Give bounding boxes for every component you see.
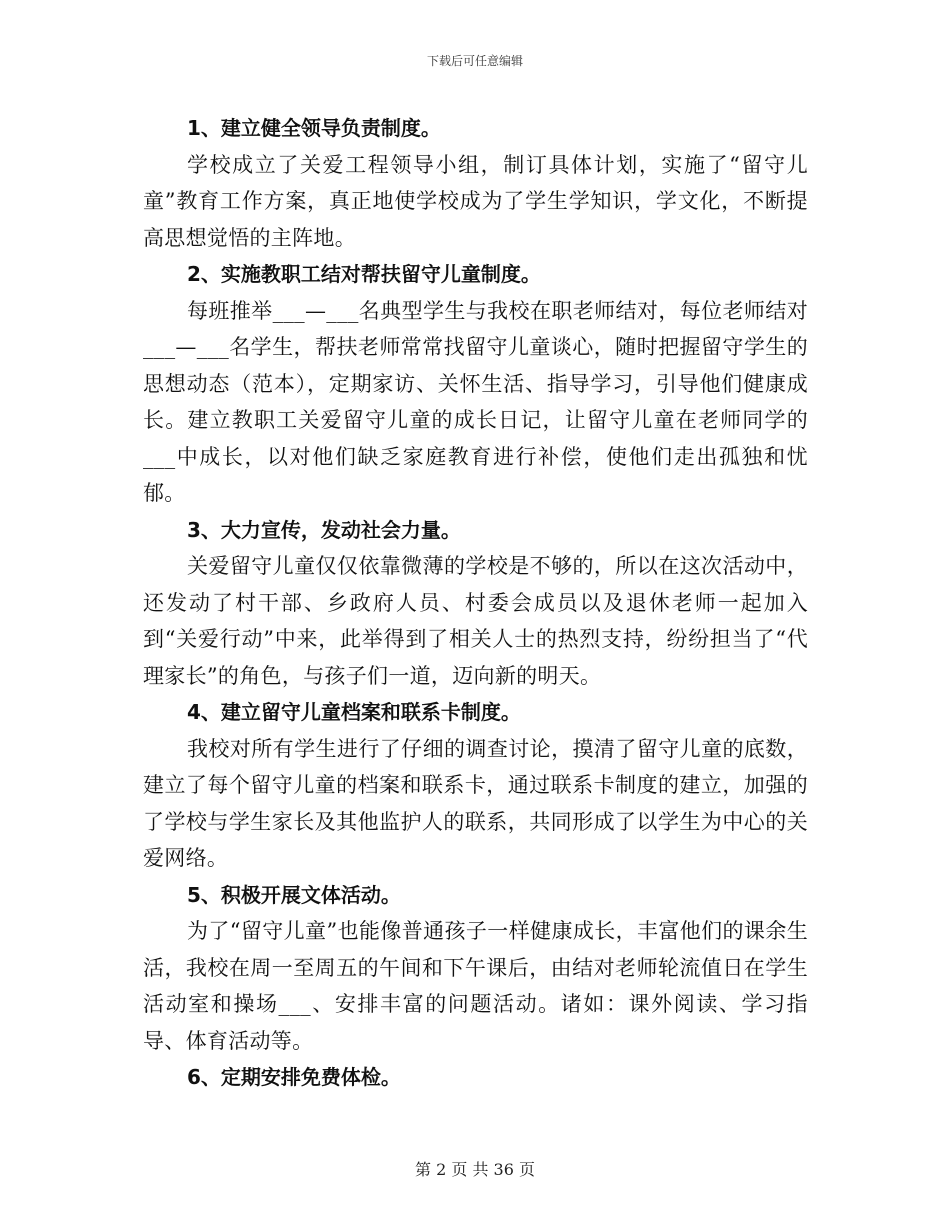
section-heading: 1、建立健全领导负责制度。	[187, 116, 441, 140]
section-6	[143, 1059, 808, 1096]
document-body	[143, 110, 808, 1096]
section-paragraph: 学校成立了关爱工程领导小组，制订具体计划，实施了“留守儿童”教育工作方案，真正地使学校成为了学生学知识，学文化，不断提高思想觉悟的主阵地。	[143, 152, 808, 250]
section-heading: 4、建立留守儿童档案和联系卡制度。	[187, 700, 521, 724]
section-paragraph: 关爱留守儿童仅仅依靠微薄的学校是不够的，所以在这次活动中，还发动了村干部、乡政府人员、村委会成员以及退休老师一起加入到“关爱行动”中来，此举得到了相关人士的热烈支持，纷纷担当了“代理家长”的角色，与孩子们一道，迈向新的明天。	[143, 554, 808, 688]
page-header-note: 下载后可任意编辑	[426, 54, 523, 68]
section-2	[143, 256, 808, 512]
section-heading: 3、大力宣传，发动社会力量。	[187, 517, 461, 542]
section-1	[143, 110, 808, 256]
page-number: 第 2 页 共 36 页	[415, 1160, 535, 1179]
section-heading: 5、积极开展文体活动。	[187, 882, 401, 907]
section-paragraph: 为了“留守儿童”也能像普通孩子一样健康成长，丰富他们的课余生活，我校在周一至周五的午间和下午课后，由结对老师轮流值日在学生活动室和操场___、安排丰富的问题活动。诸如：课外阅读、学习指导、体育活动等。	[143, 919, 808, 1053]
section-paragraph: 我校对所有学生进行了仔细的调查讨论，摸清了留守儿童的底数，建立了每个留守儿童的档案和联系卡，通过联系卡制度的建立，加强的了学校与学生家长及其他监护人的联系，共同形成了以学生为中心的关爱网络。	[143, 736, 808, 870]
section-heading: 2、实施教职工结对帮扶留守儿童制度。	[187, 262, 541, 286]
section-5	[143, 877, 808, 1060]
section-paragraph: 每班推举___—___名典型学生与我校在职老师结对，每位老师结对___—___名学生，帮扶老师常常找留守儿童谈心，随时把握留守学生的思想动态（范本），定期家访、关怀生活、指导学习，引导他们健康成长。建立教职工关爱留守儿童的成长日记，让留守儿童在老师同学的___中成长，以对他们缺乏家庭教育进行补偿，使他们走出孤独和忧郁。	[143, 298, 808, 505]
section-4	[143, 694, 808, 877]
section-3	[143, 512, 808, 695]
section-heading: 6、定期安排免费体检。	[187, 1065, 401, 1089]
